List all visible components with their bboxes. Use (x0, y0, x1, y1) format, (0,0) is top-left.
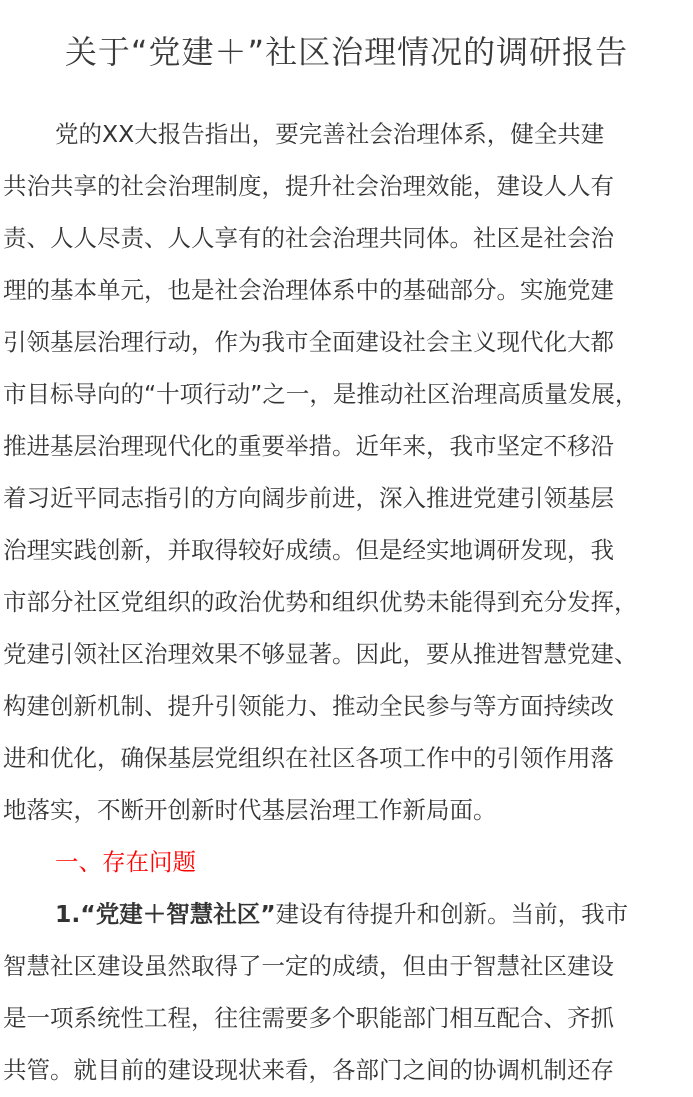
paragraph-line: 推进基层治理现代化的重要举措。近年来，我市坚定不移沿 (3, 432, 614, 460)
paragraph-line: 党的XX大报告指出，要完善社会治理体系，健全共建 (55, 120, 605, 148)
document-body (3, 108, 693, 1096)
item-first-line (3, 888, 693, 940)
paragraph-line: 共治共享的社会治理制度，提升社会治理效能，建设人人有 (3, 172, 614, 200)
paragraph-line: 治理实践创新，并取得较好成绩。但是经实地调研发现，我 (3, 536, 614, 564)
paragraph-line: 地落实，不断开创新时代基层治理工作新局面。 (3, 796, 497, 824)
paragraph-line: 引领基层治理行动，作为我市全面建设社会主义现代化大都 (3, 328, 614, 356)
section-heading: 一、存在问题 (55, 848, 196, 876)
paragraph-line: 理的基本单元，也是社会治理体系中的基础部分。实施党建 (3, 276, 614, 304)
paragraph-line: 进和优化，确保基层党组织在社区各项工作中的引领作用落 (3, 744, 614, 772)
document-title: 关于“党建＋”社区治理情况的调研报告 (64, 33, 629, 71)
item-text: 建设有待提升和创新。当前，我市 (275, 900, 629, 928)
paragraph-line: 责、人人尽责、人人享有的社会治理共同体。社区是社会治 (3, 224, 614, 252)
paragraph-line: 着习近平同志指引的方向阔步前进，深入推进党建引领基层 (3, 484, 614, 512)
paragraph-line: 市部分社区党组织的政治优势和组织优势未能得到充分发挥， (3, 588, 638, 616)
paragraph-line: 智慧社区建设虽然取得了一定的成绩，但由于智慧社区建设 (3, 952, 614, 980)
item-number: 1. (55, 900, 81, 928)
paragraph-line: 党建引领社区治理效果不够显著。因此，要从推进智慧党建、 (3, 640, 638, 668)
paragraph-line: 是一项系统性工程，往往需要多个职能部门相互配合、齐抓 (3, 1004, 614, 1032)
paragraph-line: 构建创新机制、提升引领能力、推动全民参与等方面持续改 (3, 692, 614, 720)
item-title: “党建＋智慧社区” (80, 900, 276, 928)
paragraph-line: 市目标导向的“十项行动”之一，是推动社区治理高质量发展， (3, 380, 639, 408)
paragraph-line: 共管。就目前的建设现状来看，各部门之间的协调机制还存 (3, 1056, 614, 1084)
